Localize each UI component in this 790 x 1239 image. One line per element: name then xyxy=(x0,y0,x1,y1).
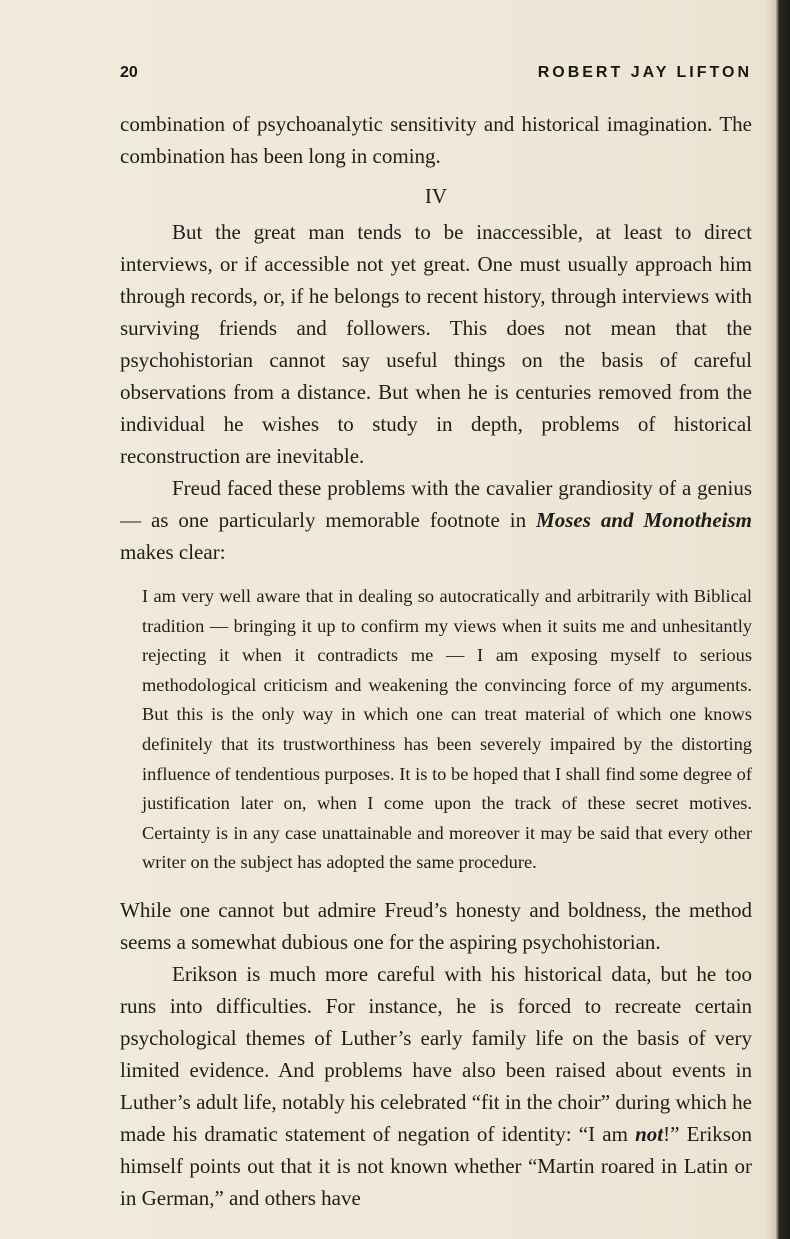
paragraph-text: makes clear: xyxy=(120,540,226,564)
paragraph: While one cannot but admire Freud’s honesty and boldness, the method seems a somewhat dubious one for the aspiring psychohistorian. xyxy=(120,897,752,954)
paragraph xyxy=(120,958,752,1214)
book-spine-edge xyxy=(766,0,790,1239)
paragraph-text: !” Erikson himself points out that it is not known whether “Martin roared in Latin or in German,” and others have xyxy=(120,1121,752,1210)
paragraph-text: Erikson is much more careful with his historical data, but he too runs into difficulties. For instance, he is forced to recreate certain psychological themes of Luther’s early family life on the basis of very limited evidence. And problems have also been raised about events in Luther’s adult life, notably his celebrated “fit in the choir” during which he made his dramatic statement of negation of identity: “I am xyxy=(120,961,752,1146)
paragraph-text: Freud faced these problems with the cavalier grandiosity of a genius — as one particularly memorable footnote in xyxy=(120,476,752,532)
running-head: ROBERT JAY LIFTON xyxy=(537,64,752,81)
paragraph-continuation: combination of psychoanalytic sensitivity and historical imagination. The combination has been long in coming. xyxy=(120,112,752,168)
paragraph xyxy=(120,472,752,568)
paragraph: But the great man tends to be inaccessible, at least to direct interviews, or if accessible not yet great. One must usually approach him through records, or, if he belongs to recent history, through interviews with surviving friends and followers. This does not mean that the psychohistorian cannot say useful things on the basis of careful observations from a distance. But when he is centuries removed from the individual he wishes to study in depth, problems of historical reconstruction are inevitable. xyxy=(120,220,752,468)
page-body xyxy=(120,108,752,1214)
section-number: IV xyxy=(424,184,448,208)
emphasized-word: not xyxy=(635,1121,664,1146)
page-header xyxy=(120,64,752,88)
page-number: 20 xyxy=(120,64,138,81)
book-title: Moses and Monotheism xyxy=(536,508,752,532)
block-quote: I am very well aware that in dealing so autocratically and arbitrarily with Biblical tradition — bringing it up to confirm my views when it suits me and unhesitantly rejecting it when it contradicts me — I am exposing myself to serious methodological criticism and weakening the convincing force of my arguments. But this is the only way in which one can treat material of which one knows definitely that its trustworthiness has been severely impaired by the distorting influence of tendentious purposes. It is to be hoped that I shall find some degree of justification later on, when I come upon the track of these secret motives. Certainty is in any case unattainable and moreover it may be said that every other writer on the subject has adopted the same procedure. xyxy=(142,586,752,873)
